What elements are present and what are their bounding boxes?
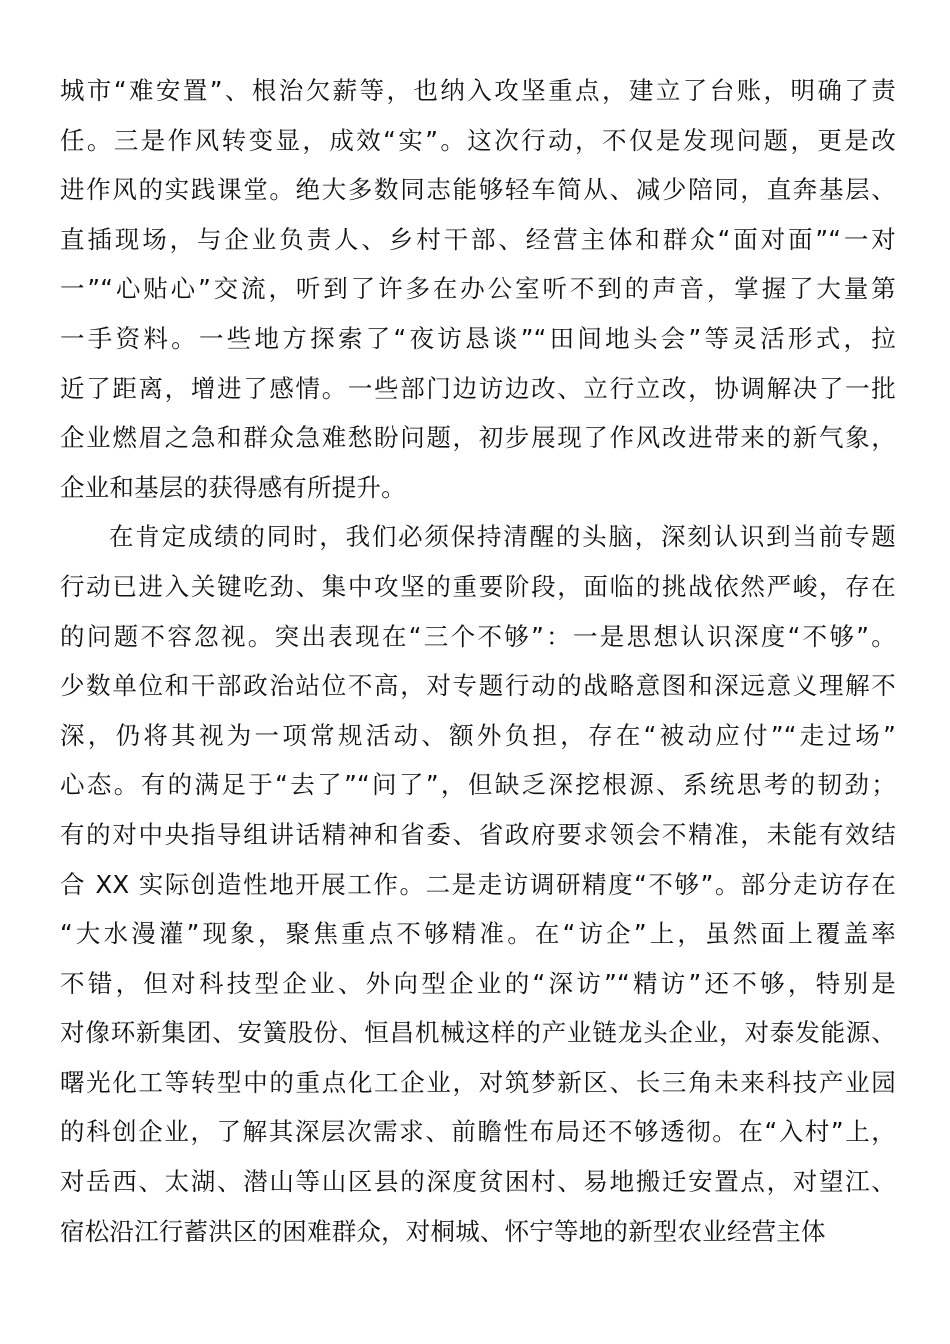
- text-line: 直插现场，与企业负责人、乡村干部、经营主体和群众“面对面”“一对: [60, 224, 896, 254]
- paragraph-1: [60, 66, 896, 512]
- text-line: 在肯定成绩的同时，我们必须保持清醒的头脑，深刻认识到当前专题: [109, 522, 896, 552]
- text-line: 对像环新集团、安簧股份、恒昌机械这样的产业链龙头企业，对泰发能源、: [60, 1018, 896, 1048]
- text-line: 一手资料。一些地方探索了“夜访恳谈”“田间地头会”等灵活形式，拉: [60, 323, 896, 353]
- text-line: 一”“心贴心”交流，听到了许多在办公室听不到的声音，掌握了大量第: [60, 274, 896, 304]
- text-line: 企业燃眉之急和群众急难愁盼问题，初步展现了作风改进带来的新气象，: [60, 423, 896, 453]
- text-line: 深，仍将其视为一项常规活动、额外负担，存在“被动应付”“走过场”: [60, 720, 896, 750]
- text-line: “大水漫灌”现象，聚焦重点不够精准。在“访企”上，虽然面上覆盖率: [60, 919, 896, 949]
- paragraph-2: [60, 512, 896, 1256]
- text-line: 有的对中央指导组讲话精神和省委、省政府要求领会不精准，未能有效结: [60, 819, 896, 849]
- text-line: 心态。有的满足于“去了”“问了”，但缺乏深挖根源、系统思考的韧劲；: [60, 770, 896, 800]
- text-line: 少数单位和干部政治站位不高，对专题行动的战略意图和深远意义理解不: [60, 671, 896, 701]
- text-line: 的科创企业，了解其深层次需求、前瞻性布局还不够透彻。在“入村”上，: [60, 1117, 896, 1147]
- text-line: 曙光化工等转型中的重点化工企业，对筑梦新区、长三角未来科技产业园: [60, 1067, 896, 1097]
- text-line: 城市“难安置”、根治欠薪等，也纳入攻坚重点，建立了台账，明确了责: [60, 76, 896, 105]
- text-line: 企业和基层的获得感有所提升。: [60, 472, 406, 502]
- text-line: 近了距离，增进了感情。一些部门边访边改、立行立改，协调解决了一批: [60, 373, 896, 403]
- text-line: 行动已进入关键吃劲、集中攻坚的重要阶段，面临的挑战依然严峻，存在: [60, 571, 896, 601]
- text-line: 的问题不容忽视。突出表现在“三个不够”：一是思想认识深度“不够”。: [60, 621, 896, 651]
- text-line: 合 XX 实际创造性地开展工作。二是走访调研精度“不够”。部分走访存在: [60, 869, 896, 899]
- text-line: 任。三是作风转变显，成效“实”。这次行动，不仅是发现问题，更是改: [60, 125, 896, 155]
- text-line: 不错，但对科技型企业、外向型企业的“深访”“精访”还不够，特别是: [60, 968, 896, 998]
- text-line: 宿松沿江行蓄洪区的困难群众，对桐城、怀宁等地的新型农业经营主体: [60, 1216, 826, 1246]
- text-line: 进作风的实践课堂。绝大多数同志能够轻车简从、减少陪同，直奔基层、: [60, 175, 896, 205]
- body-text: [60, 66, 896, 1256]
- text-line: 对岳西、太湖、潜山等山区县的深度贫困村、易地搬迁安置点，对望江、: [60, 1167, 896, 1197]
